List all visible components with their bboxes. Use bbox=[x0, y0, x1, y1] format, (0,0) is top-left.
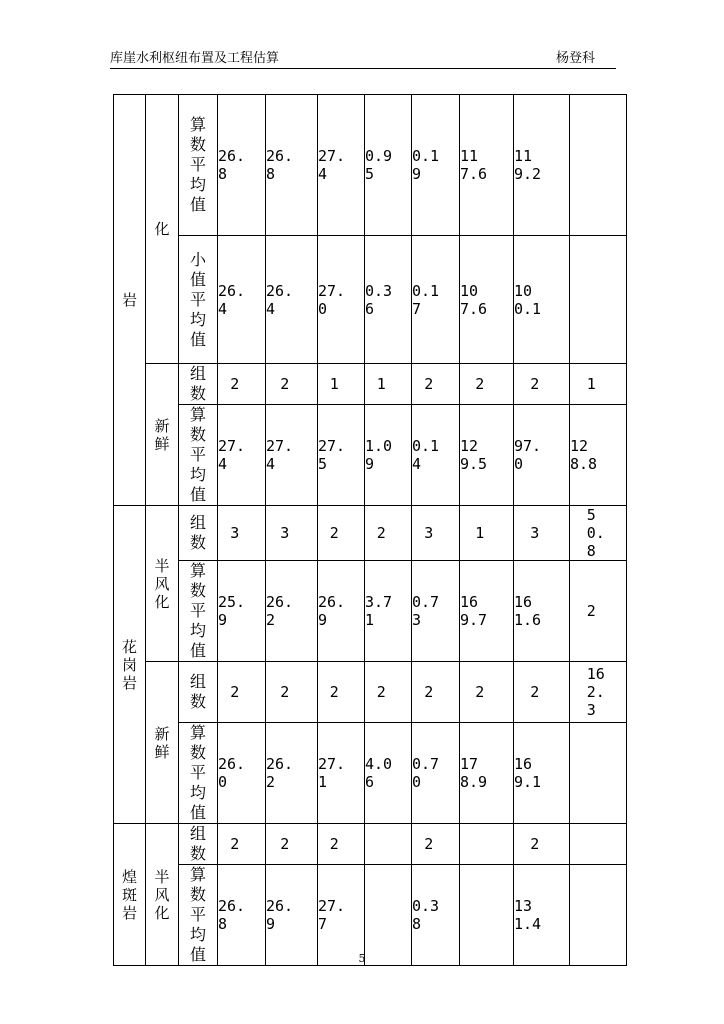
value-cell: 161.6 bbox=[514, 561, 570, 662]
value-cell bbox=[460, 865, 514, 966]
value-cell bbox=[570, 723, 627, 824]
table-row bbox=[114, 364, 627, 405]
value-cell: 0.95 bbox=[365, 95, 412, 236]
value-cell: 2 bbox=[266, 662, 318, 723]
value-cell: 3 bbox=[412, 506, 460, 561]
value-cell: 131.4 bbox=[514, 865, 570, 966]
table-row bbox=[114, 723, 627, 824]
value-cell: 2 bbox=[318, 824, 365, 865]
value-cell: 3 bbox=[266, 506, 318, 561]
table-row bbox=[114, 95, 627, 236]
value-cell: 2 bbox=[365, 506, 412, 561]
value-cell: 2 bbox=[412, 364, 460, 405]
rock-type-cell: 岩 bbox=[114, 95, 146, 506]
row-label: 组数 bbox=[179, 506, 218, 561]
value-cell: 26.2 bbox=[266, 561, 318, 662]
rock-type-cell: 花岗岩 bbox=[114, 506, 146, 824]
rock-type-cell: 煌斑岩 bbox=[114, 824, 146, 966]
page-number: 5 bbox=[358, 952, 366, 965]
value-cell bbox=[570, 824, 627, 865]
value-cell: 2 bbox=[266, 824, 318, 865]
value-cell bbox=[570, 865, 627, 966]
value-cell: 128.8 bbox=[570, 405, 627, 506]
table-row bbox=[114, 662, 627, 723]
value-cell: 26.2 bbox=[266, 723, 318, 824]
value-cell: 26.4 bbox=[266, 236, 318, 364]
value-cell: 0.70 bbox=[412, 723, 460, 824]
row-label: 组数 bbox=[179, 364, 218, 405]
value-cell: 0.19 bbox=[412, 95, 460, 236]
value-cell: 2 bbox=[514, 824, 570, 865]
value-cell: 2 bbox=[570, 561, 627, 662]
value-cell bbox=[365, 824, 412, 865]
value-cell: 0.17 bbox=[412, 236, 460, 364]
value-cell: 2 bbox=[460, 662, 514, 723]
value-cell: 0.38 bbox=[412, 865, 460, 966]
state-cell: 半风化 bbox=[146, 506, 179, 662]
value-cell: 27.4 bbox=[266, 405, 318, 506]
state-cell: 化 bbox=[146, 95, 179, 364]
value-cell: 162.3 bbox=[570, 662, 627, 723]
value-cell: 2 bbox=[412, 662, 460, 723]
page-header bbox=[110, 50, 616, 69]
value-cell: 0.73 bbox=[412, 561, 460, 662]
value-cell: 25.9 bbox=[218, 561, 266, 662]
table-row bbox=[114, 236, 627, 364]
value-cell bbox=[570, 95, 627, 236]
table-row bbox=[114, 506, 627, 561]
value-cell: 26.0 bbox=[218, 723, 266, 824]
value-cell: 0.36 bbox=[365, 236, 412, 364]
value-cell: 50.8 bbox=[570, 506, 627, 561]
author-name: 杨登科 bbox=[556, 51, 596, 66]
value-cell: 97.0 bbox=[514, 405, 570, 506]
value-cell: 2 bbox=[218, 662, 266, 723]
value-cell: 2 bbox=[365, 662, 412, 723]
value-cell: 117.6 bbox=[460, 95, 514, 236]
value-cell: 2 bbox=[218, 824, 266, 865]
value-cell: 1.09 bbox=[365, 405, 412, 506]
value-cell: 26.8 bbox=[266, 95, 318, 236]
document-title: 库崖水利枢纽布置及工程估算 bbox=[110, 51, 280, 66]
value-cell: 27.7 bbox=[318, 865, 365, 966]
value-cell: 2 bbox=[318, 506, 365, 561]
rock-properties-table bbox=[113, 94, 627, 966]
value-cell: 26.9 bbox=[318, 561, 365, 662]
state-cell: 新鲜 bbox=[146, 662, 179, 824]
value-cell: 100.1 bbox=[514, 236, 570, 364]
table-row bbox=[114, 865, 627, 966]
value-cell: 2 bbox=[318, 662, 365, 723]
value-cell: 0.14 bbox=[412, 405, 460, 506]
value-cell: 169.1 bbox=[514, 723, 570, 824]
value-cell: 2 bbox=[266, 364, 318, 405]
value-cell: 1 bbox=[570, 364, 627, 405]
row-label: 算数平均值 bbox=[179, 405, 218, 506]
value-cell: 178.9 bbox=[460, 723, 514, 824]
value-cell: 3 bbox=[218, 506, 266, 561]
row-label: 算数平均值 bbox=[179, 865, 218, 966]
table-row bbox=[114, 561, 627, 662]
value-cell: 4.06 bbox=[365, 723, 412, 824]
table-row bbox=[114, 824, 627, 865]
value-cell: 26.8 bbox=[218, 95, 266, 236]
value-cell: 3.71 bbox=[365, 561, 412, 662]
value-cell: 1 bbox=[365, 364, 412, 405]
state-cell: 半风化 bbox=[146, 824, 179, 966]
value-cell: 26.4 bbox=[218, 236, 266, 364]
row-label: 小值平均值 bbox=[179, 236, 218, 364]
row-label: 算数平均值 bbox=[179, 723, 218, 824]
value-cell bbox=[365, 865, 412, 966]
row-label: 组数 bbox=[179, 662, 218, 723]
value-cell: 27.4 bbox=[218, 405, 266, 506]
value-cell: 27.5 bbox=[318, 405, 365, 506]
row-label: 算数平均值 bbox=[179, 561, 218, 662]
row-label: 算数平均值 bbox=[179, 95, 218, 236]
value-cell: 2 bbox=[412, 824, 460, 865]
value-cell: 27.1 bbox=[318, 723, 365, 824]
value-cell bbox=[570, 236, 627, 364]
value-cell: 2 bbox=[218, 364, 266, 405]
value-cell: 3 bbox=[514, 506, 570, 561]
value-cell: 26.9 bbox=[266, 865, 318, 966]
row-label: 组数 bbox=[179, 824, 218, 865]
value-cell: 27.0 bbox=[318, 236, 365, 364]
value-cell: 107.6 bbox=[460, 236, 514, 364]
value-cell: 2 bbox=[460, 364, 514, 405]
value-cell: 26.8 bbox=[218, 865, 266, 966]
value-cell: 2 bbox=[514, 364, 570, 405]
value-cell bbox=[460, 824, 514, 865]
value-cell: 169.7 bbox=[460, 561, 514, 662]
table-row bbox=[114, 405, 627, 506]
value-cell: 1 bbox=[318, 364, 365, 405]
value-cell: 27.4 bbox=[318, 95, 365, 236]
state-cell: 新鲜 bbox=[146, 364, 179, 506]
value-cell: 119.2 bbox=[514, 95, 570, 236]
value-cell: 1 bbox=[460, 506, 514, 561]
value-cell: 129.5 bbox=[460, 405, 514, 506]
value-cell: 2 bbox=[514, 662, 570, 723]
